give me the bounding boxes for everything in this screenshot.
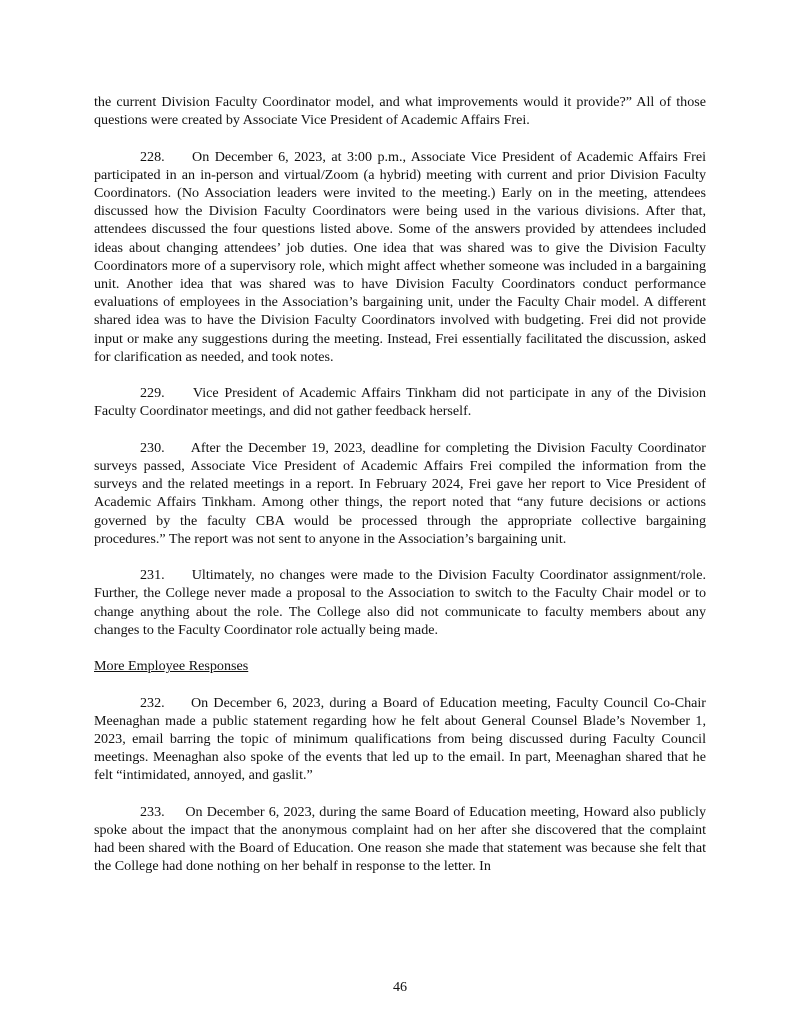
- paragraph-text: On December 6, 2023, during the same Board of Education meeting, Howard also publicly spoke about the impact that the anonymous complaint had on her after she discovered that the complaint had been shared with the Board of Education. One reason she made that statement was because she felt that the College had done nothing on her behalf in response to the letter. In: [94, 803, 706, 875]
- paragraph-233: [94, 803, 706, 876]
- document-body: [94, 93, 706, 894]
- page-number: 46: [392, 979, 408, 995]
- paragraph-229: [94, 384, 706, 420]
- paragraph-text: On December 6, 2023, at 3:00 p.m., Associate Vice President of Academic Affairs Frei participated in an in-person and virtual/Zoom (a hybrid) meeting with current and prior Division Faculty Coordinators. (No Association leaders were invited to the meeting.) Early on in the meeting, attendees discussed how the Division Faculty Coordinators were being used in the various divisions. After that, attendees discussed the four questions listed above. Some of the answers provided by attendees included ideas about changing attendees’ job duties. One idea that was shared was to give the Division Faculty Coordinators more of a supervisory role, which might affect whether someone was included in a bargaining unit. Another idea that was shared was to have Division Faculty Coordinators conduct performance evaluations of employees in the Association’s bargaining unit, under the Faculty Chair model. A different shared idea was to have the Division Faculty Coordinators involved with budgeting. Frei did not provide input or make any suggestions during the meeting. Instead, Frei essentially facilitated the discussion, asked for clarification as needed, and took notes.: [94, 148, 706, 365]
- paragraph-number: 229.: [140, 385, 165, 402]
- paragraph-number: 233.: [140, 803, 165, 820]
- paragraph-number: 228.: [140, 148, 165, 165]
- paragraph-number: 231.: [140, 567, 165, 584]
- paragraph-text: Ultimately, no changes were made to the Division Faculty Coordinator assignment/role. Further, the College never made a proposal to the Association to switch to the Faculty Chair model or to change anything about the role. The College also did not communicate to faculty members about any changes to the Faculty Coordinator role actually being made.: [94, 567, 706, 638]
- paragraph-number: 230.: [140, 439, 165, 456]
- section-heading: More Employee Responses: [94, 658, 249, 675]
- paragraph-232: [94, 694, 706, 785]
- paragraph-231: [94, 566, 706, 639]
- paragraph-text: Vice President of Academic Affairs Tinkham did not participate in any of the Division Faculty Coordinator meetings, and did not gather feedback herself.: [94, 385, 706, 420]
- paragraph-228: [94, 148, 706, 366]
- paragraph-number: 232.: [140, 694, 165, 711]
- paragraph-text: On December 6, 2023, during a Board of Education meeting, Faculty Council Co-Chair Meenaghan made a public statement regarding how he felt about General Counsel Blade’s November 1, 2023, email barring the topic of minimum qualifications from being discussed during Faculty Council meetings. Meenaghan also spoke of the events that led up to the email. In part, Meenaghan shared that he felt “intimidated, annoyed, and gaslit.”: [94, 694, 707, 784]
- paragraph-230: [94, 439, 706, 548]
- intro-paragraph: the current Division Faculty Coordinator model, and what improvements would it provide?” All of those questions were created by Associate Vice President of Academic Affairs Frei.: [94, 94, 706, 129]
- paragraph-text: After the December 19, 2023, deadline for completing the Division Faculty Coordinator surveys passed, Associate Vice President of Academic Affairs Frei compiled the information from the surveys and the related meetings in a report. In February 2024, Frei gave her report to Vice President of Academic Affairs Tinkham. Among other things, the report noted that “any future decisions or actions governed by the faculty CBA would be processed through the appropriate collective bargaining procedures.” The report was not sent to anyone in the Association’s bargaining unit.: [94, 439, 706, 547]
